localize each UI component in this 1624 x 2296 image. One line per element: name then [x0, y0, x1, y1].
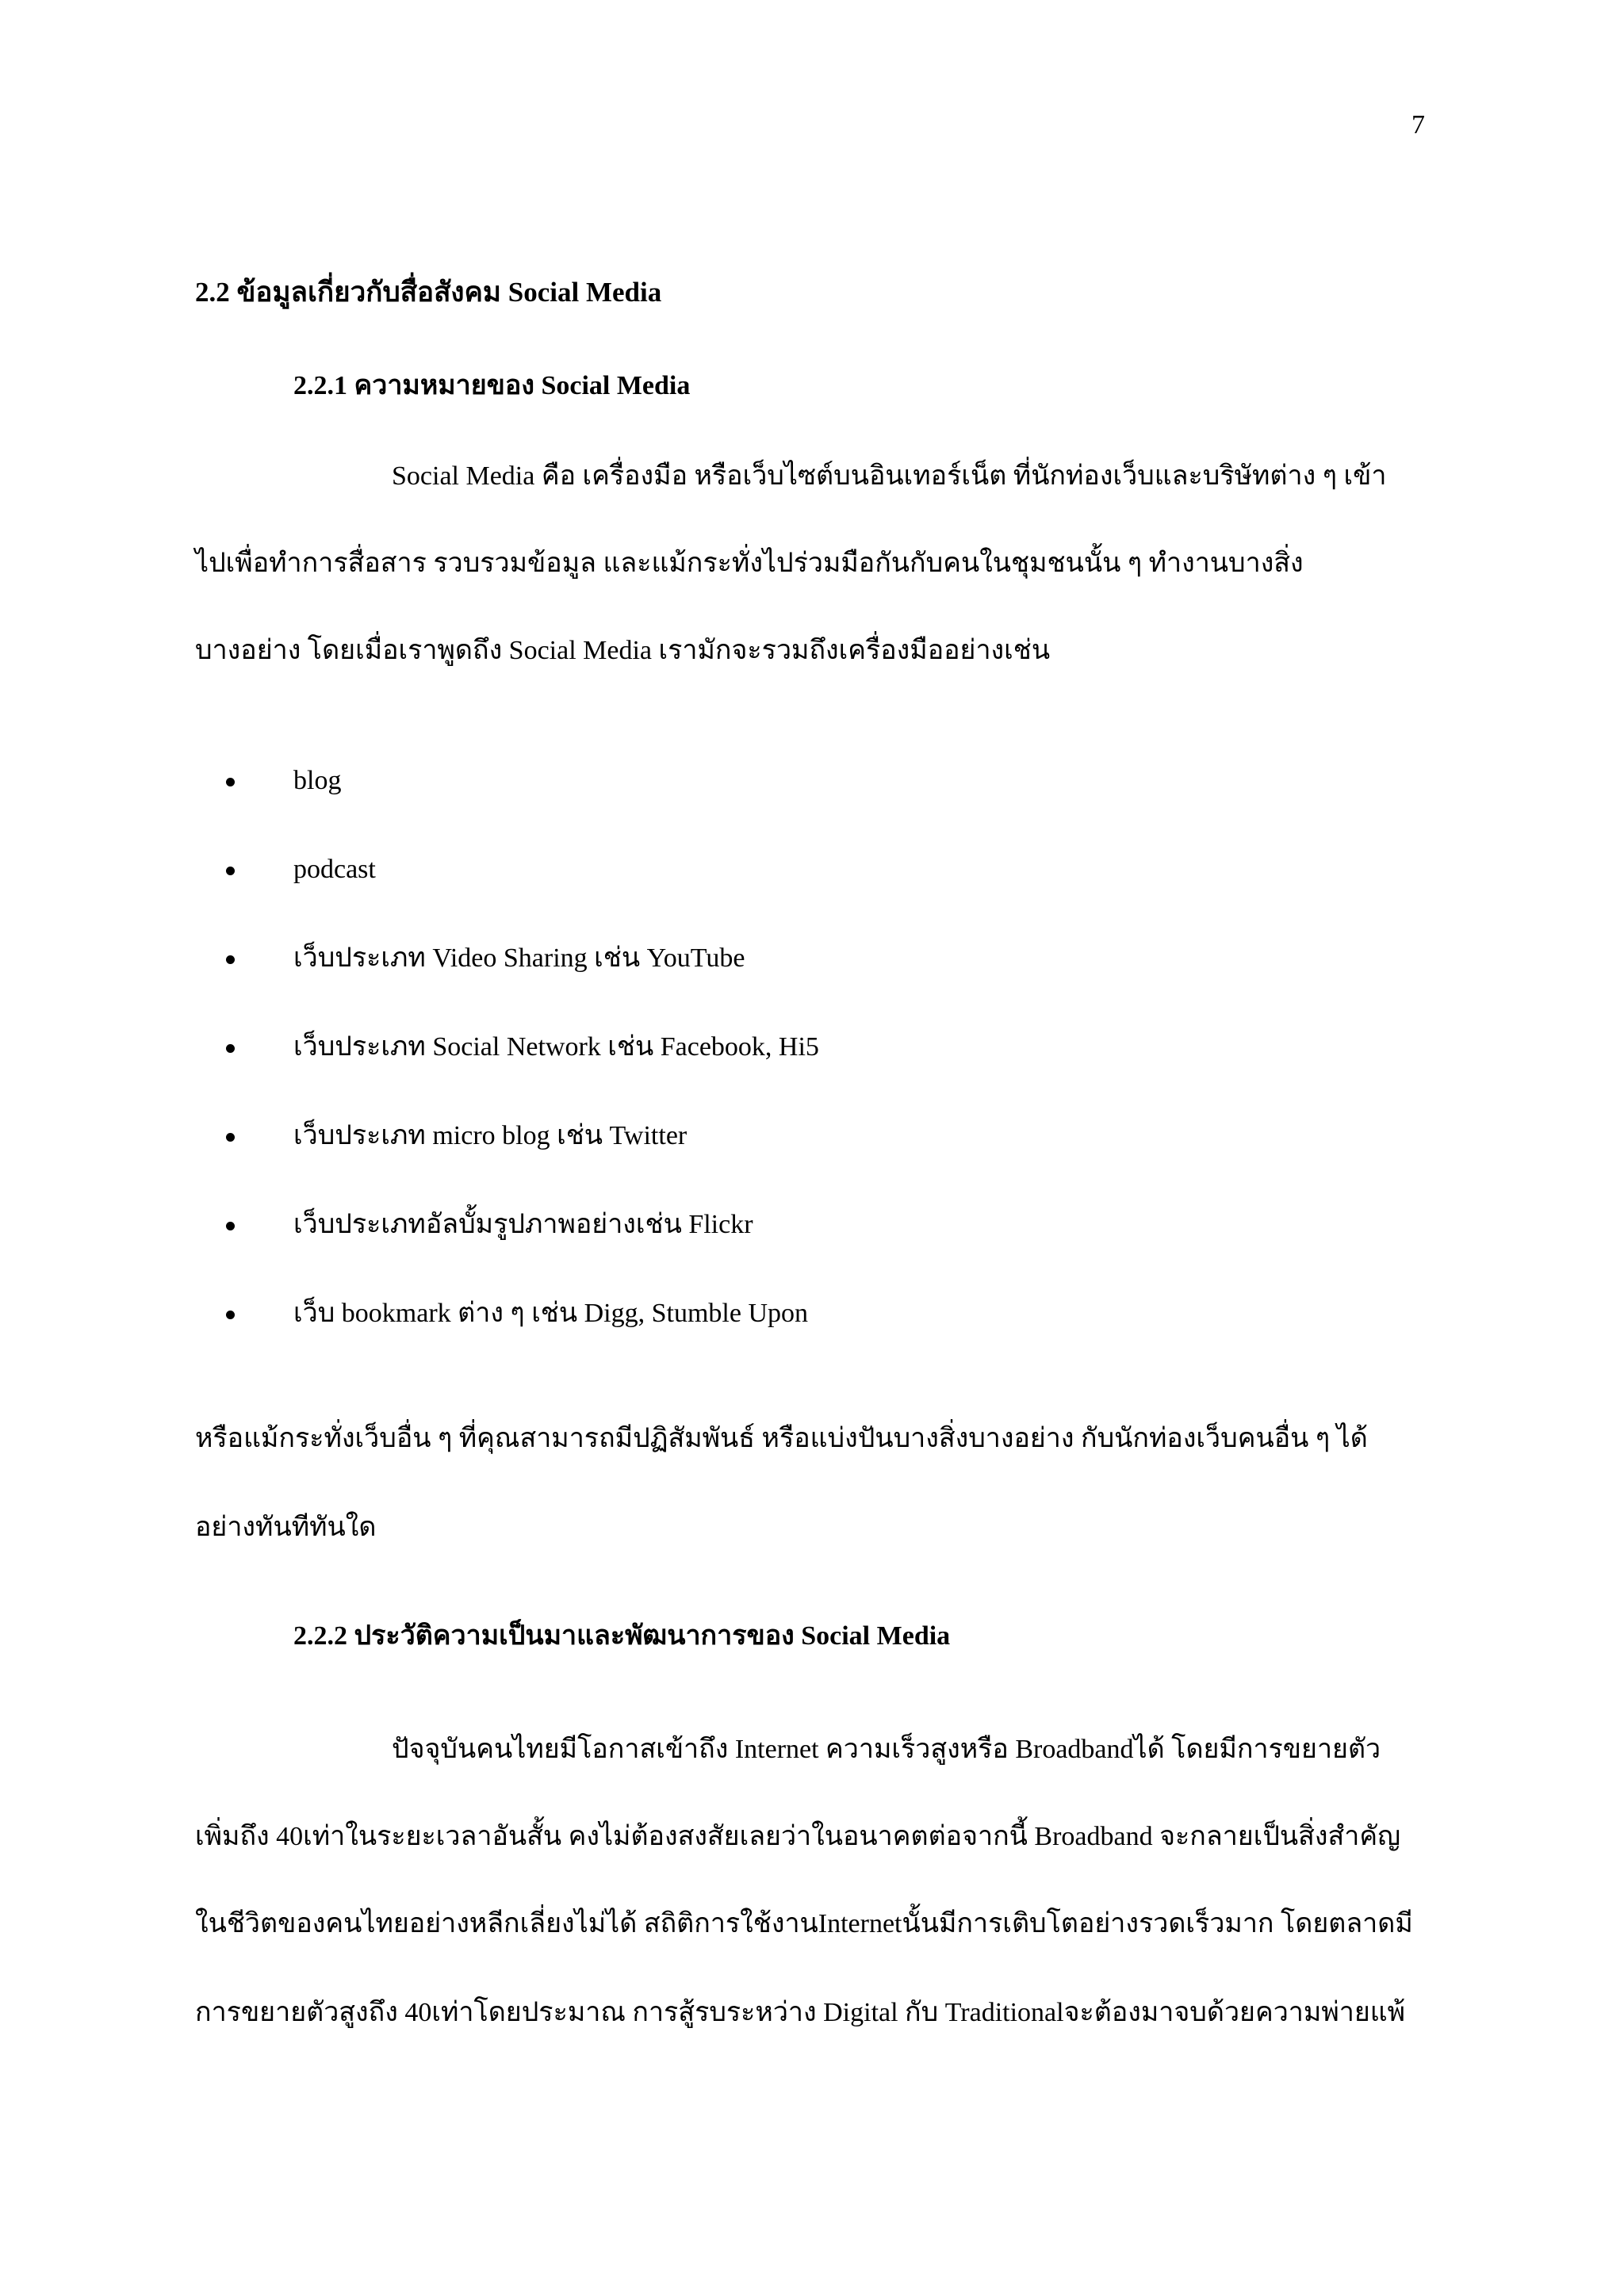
list-item	[0, 1208, 952, 1243]
list-item-text: เว็บประเภท Social Network เช่น Facebook, Hi5	[293, 1032, 819, 1062]
paragraph-line: ปัจจุบันคนไทยมีโอกาสเข้าถึง Internet ความเร็วสูงหรือ Broadbandได้ โดยมีการขยายตัว	[392, 1735, 1381, 1764]
subsection-heading-meaning: 2.2.1 ความหมายของ Social Media	[293, 371, 691, 400]
paragraph-line: บางอย่าง โดยเมื่อเราพูดถึง Social Media เรามักจะรวมถึงเครื่องมืออย่างเช่น	[195, 636, 1051, 665]
list-item	[0, 1031, 952, 1066]
section-heading: 2.2 ข้อมูลเกี่ยวกับสื่อสังคม Social Media	[195, 277, 662, 308]
list-item	[0, 1119, 952, 1154]
list-item-text: เว็บ bookmark ต่าง ๆ เช่น Digg, Stumble Upon	[293, 1299, 809, 1328]
bullet-icon	[226, 955, 235, 964]
list-item-text: เว็บประเภท Video Sharing เช่น YouTube	[293, 943, 745, 973]
bullet-icon	[226, 867, 235, 875]
list-item-text: blog	[293, 766, 342, 795]
paragraph-line: การขยายตัวสูงถึง 40เท่าโดยประมาณ การสู้รบระหว่าง Digital กับ Traditionalจะต้องมาจบด้วยความพ่ายแพ้	[195, 1998, 1406, 2027]
paragraph-line: อย่างทันทีทันใด	[195, 1513, 377, 1542]
list-item	[0, 764, 952, 799]
subsection-heading-history: 2.2.2 ประวัติความเป็นมาและพัฒนาการของ Social Media	[293, 1621, 951, 1651]
bullet-icon	[226, 1133, 235, 1142]
list-item-text: เว็บประเภทอัลบั้มรูปภาพอย่างเช่น Flickr	[293, 1210, 753, 1239]
list-item	[0, 942, 952, 977]
list-item-text: เว็บประเภท micro blog เช่น Twitter	[293, 1121, 688, 1150]
bullet-icon	[226, 778, 235, 786]
page-number: 7	[1411, 110, 1425, 140]
paragraph-line: เพิ่มถึง 40เท่าในระยะเวลาอันสั้น คงไม่ต้องสงสัยเลยว่าในอนาคตต่อจากนี้ Broadband จะกลายเป็นสิ่งสำคัญ	[195, 1822, 1401, 1851]
paragraph-line: ไปเพื่อทำการสื่อสาร รวบรวมข้อมูล และแม้กระทั่งไปร่วมมือกันกับคนในชุมชนนั้น ๆ ทำงานบางสิ่ง	[195, 549, 1304, 578]
bullet-icon	[226, 1044, 235, 1053]
list-item-text: podcast	[293, 855, 376, 884]
paragraph-line: ในชีวิตของคนไทยอย่างหลีกเลี่ยงไม่ได้ สถิติการใช้งานInternetนั้นมีการเติบโตอย่างรวดเร็วมาก โดยตลาดมี	[195, 1909, 1413, 1938]
bullet-icon	[226, 1311, 235, 1319]
bullet-icon	[226, 1222, 235, 1230]
list-item	[0, 1297, 952, 1332]
paragraph-line: หรือแม้กระทั่งเว็บอื่น ๆ ที่คุณสามารถมีปฏิสัมพันธ์ หรือแบ่งปันบางสิ่งบางอย่าง กับนักท่องเว็บคนอื่น ๆ ได้	[195, 1424, 1368, 1453]
list-item	[0, 853, 952, 888]
paragraph-line: Social Media คือ เครื่องมือ หรือเว็บไซต์บนอินเทอร์เน็ต ที่นักท่องเว็บและบริษัทต่าง ๆ เข้า	[392, 461, 1387, 491]
